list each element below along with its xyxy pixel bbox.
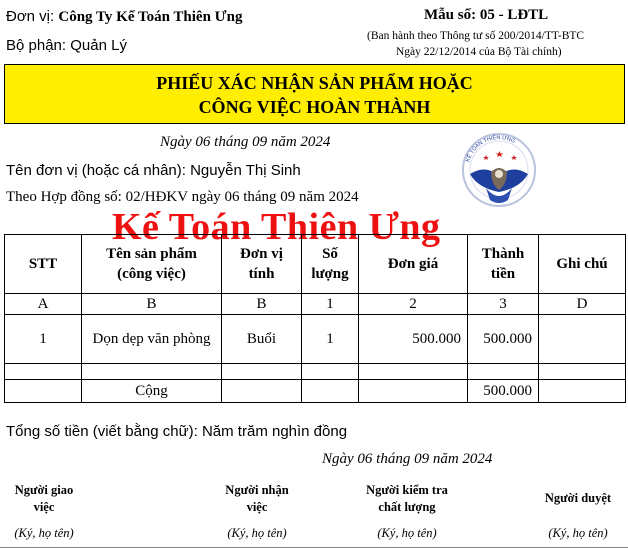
unit-line xyxy=(6,8,242,26)
table-header-row xyxy=(5,235,626,294)
date-bottom: Ngày 06 tháng 09 năm 2024 xyxy=(322,451,493,467)
signature-approver: Người duyệt (Ký, họ tên) xyxy=(544,491,612,540)
code-cell: A xyxy=(5,294,82,315)
code-cell: 1 xyxy=(302,294,359,315)
header-unit-price: Đơn giá xyxy=(359,235,468,294)
signature-receiver: Người nhận việc (Ký, họ tên) xyxy=(225,483,289,540)
row-unit: Buổi xyxy=(222,315,302,364)
unit-value: Công Ty Kế Toán Thiên Ưng xyxy=(58,9,243,25)
table-row xyxy=(5,315,626,364)
logo-text: KẾ TOÁN THIÊN ƯNG xyxy=(465,134,516,163)
table-row-empty xyxy=(5,364,626,380)
contract-line: Theo Hợp đồng số: 02/HĐKV ngày 06 tháng 09 năm 2024 xyxy=(6,189,359,205)
row-stt: 1 xyxy=(5,315,82,364)
eagle-emblem-icon xyxy=(456,126,542,216)
issued-by-line-1: (Ban hành theo Thông tư số 200/2014/TT-BTC xyxy=(367,30,585,42)
code-cell: B xyxy=(82,294,222,315)
code-cell: 2 xyxy=(359,294,468,315)
dept-value: Quản Lý xyxy=(70,37,127,54)
date-top: Ngày 06 tháng 09 năm 2024 xyxy=(160,134,331,150)
row-unit-price: 500.000 xyxy=(359,315,468,364)
code-cell: 3 xyxy=(468,294,539,315)
row-note xyxy=(539,315,626,364)
dept-line xyxy=(6,37,127,54)
row-quantity: 1 xyxy=(302,315,359,364)
header-amount: Thành tiền xyxy=(468,235,539,294)
recipient-line: Tên đơn vị (hoặc cá nhân): Nguyễn Thị Sinh xyxy=(6,162,301,179)
watermark-text: Kế Toán Thiên Ưng xyxy=(112,206,441,248)
row-product-name: Dọn dẹp văn phòng xyxy=(82,315,222,364)
signature-giver: Người giao việc (Ký, họ tên) xyxy=(14,483,74,540)
table-total-row xyxy=(5,380,626,403)
title-line-2: CÔNG VIỆC HOÀN THÀNH xyxy=(198,97,431,117)
header-note: Ghi chú xyxy=(539,235,626,294)
code-cell: D xyxy=(539,294,626,315)
document-title xyxy=(4,64,625,124)
unit-label: Đơn vị: xyxy=(6,8,55,25)
product-table xyxy=(4,234,626,403)
total-label: Cộng xyxy=(82,380,222,403)
total-amount: 500.000 xyxy=(468,380,539,403)
signature-inspector: Người kiểm tra chất lượng (Ký, họ tên) xyxy=(366,483,448,540)
header-product: Tên sản phẩm (công việc) xyxy=(82,235,222,294)
code-cell: B xyxy=(222,294,302,315)
amount-in-words: Tổng số tiền (viết bằng chữ): Năm trăm nghìn đồng xyxy=(6,423,348,440)
header-quantity: Số lượng xyxy=(302,235,359,294)
dept-label: Bộ phận: xyxy=(6,37,67,54)
header-unit: Đơn vị tính xyxy=(222,235,302,294)
title-line-1: PHIẾU XÁC NHẬN SẢN PHẨM HOẶC xyxy=(156,73,473,93)
issued-by-line-2: Ngày 22/12/2014 của Bộ Tài chính) xyxy=(396,46,562,58)
header-stt: STT xyxy=(5,235,82,294)
row-amount: 500.000 xyxy=(468,315,539,364)
table-code-row xyxy=(5,294,626,315)
form-number: Mẫu số: 05 - LĐTL xyxy=(424,7,549,23)
